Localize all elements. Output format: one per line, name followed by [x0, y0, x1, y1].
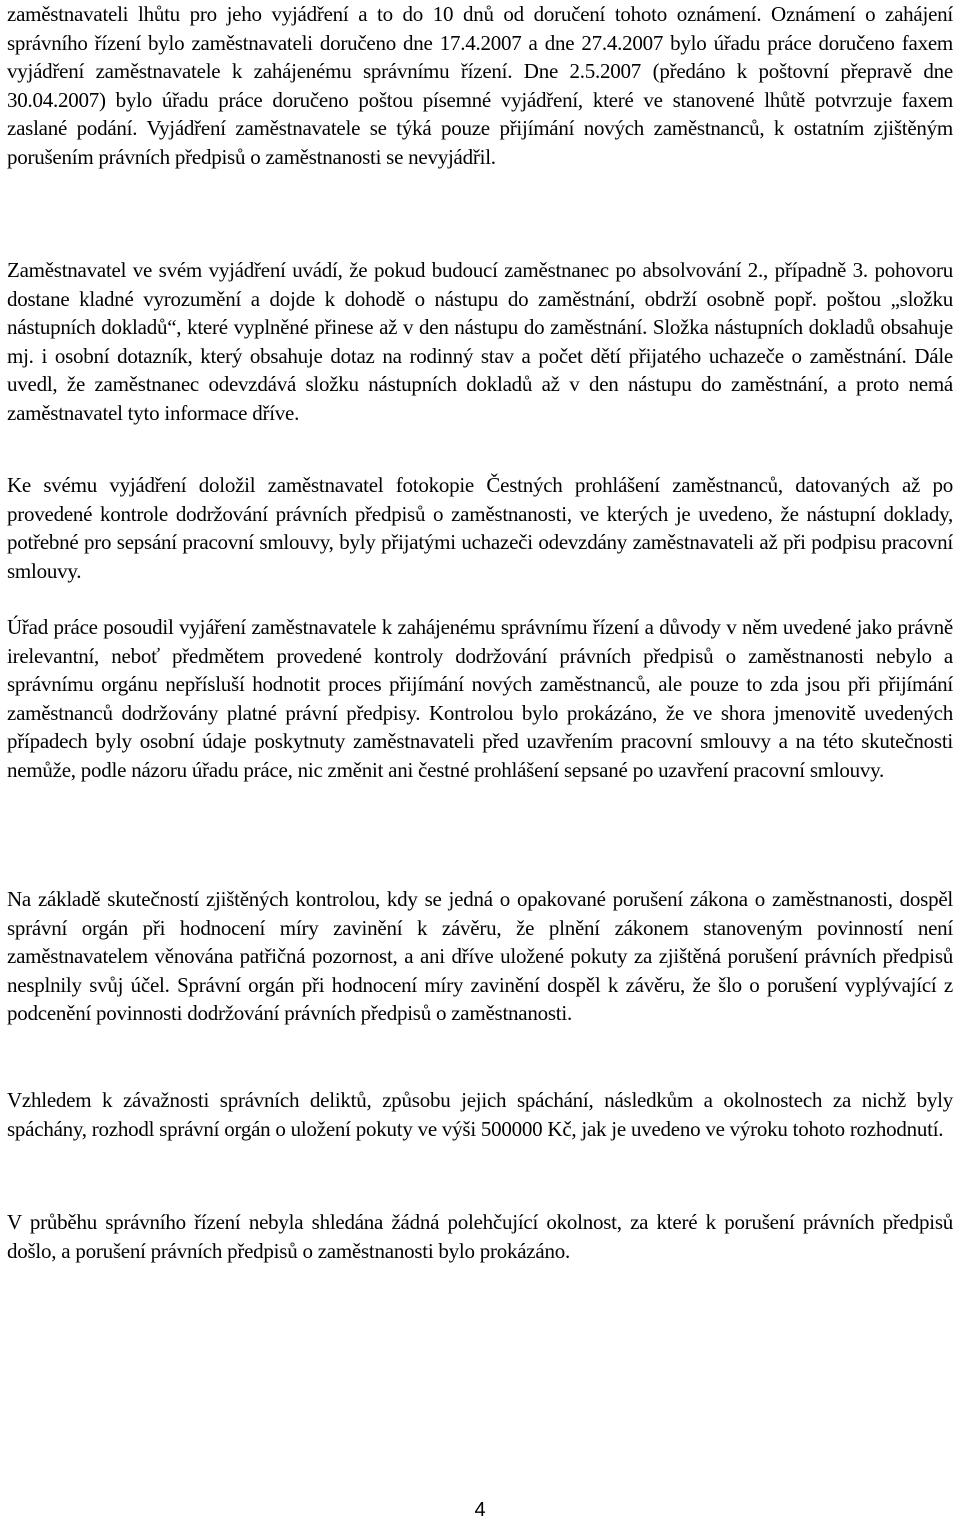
paragraph-office-assessment: Úřad práce posoudil vyjáření zaměstnavatele k zahájenému správnímu řízení a důvody v něm uvedené jako právně irelevantní, neboť předmětem provedené kontroly dodržování právních předpisů o zaměstnanosti nebylo a správnímu orgánu nepřísluší hodnotit proces přijímání nových zaměstnanců, ale pouze to zda jsou při přijímání zaměstnanců dodržovány platné právní předpisy. Kontrolou bylo prokázáno, že ve shora jmenovitě uvedených případech byly osobní údaje poskytnuty zaměstnavateli před uzavřením pracovní smlouvy a na této skutečnosti nemůže, podle názoru úřadu práce, nic změnit ani čestné prohlášení sepsané po uzavření pracovní smlouvy.	[7, 615, 953, 782]
paragraph-fine-decision: Vzhledem k závažnosti správních deliktů, způsobu jejich spáchání, následkům a okolnostech za nichž byly spáchány, rozhodl správní orgán o uložení pokuty ve výši 500000 Kč, jak je uvedeno ve výroku tohoto rozhodnutí.	[7, 1088, 953, 1141]
paragraph-response-deadline: zaměstnavateli lhůtu pro jeho vyjádření a to do 10 dnů od doručení tohoto oznámení. Oznámení o zahájení správního řízení bylo zaměstnavateli doručeno dne 17.4.2007 a dne 27.4.2007 bylo úřadu práce doručeno faxem vyjádření zaměstnavatele k zahájenému správnímu řízení. Dne 2.5.2007 (předáno k poštovní přepravě dne 30.04.2007) bylo úřadu práce doručeno poštou písemné vyjádření, které ve stanovené lhůtě potvrzuje faxem zaslané podání. Vyjádření zaměstnavatele se týká pouze přijímání nových zaměstnanců, k ostatním zjištěným porušením právních předpisů o zaměstnanosti se nevyjádřil.	[7, 2, 953, 169]
paragraph-employer-statement: Zaměstnavatel ve svém vyjádření uvádí, že pokud budoucí zaměstnanec po absolvování 2., případně 3. pohovoru dostane kladné vyrozumění a dojde k dohodě o nástupu do zaměstnání, obdrží osobně popř. poštou „složku nástupních dokladů“, které vyplněné přinese až v den nástupu do zaměstnání. Složka nástupních dokladů obsahuje mj. i osobní dotazník, který obsahuje dotaz na rodinný stav a počet dětí přijatého uchazeče o zaměstnání. Dále uvedl, že zaměstnanec odevzdává složku nástupních dokladů až v den nástupu do zaměstnání, a proto nemá zaměstnavatel tyto informace dříve.	[7, 258, 953, 425]
paragraph-honest-declarations: Ke svému vyjádření doložil zaměstnavatel fotokopie Čestných prohlášení zaměstnanců, datovaných až po provedené kontrole dodržování právních předpisů o zaměstnanosti, ve kterých je uvedeno, že nástupní doklady, potřebné pro sepsání pracovní smlouvy, byly přijatými uchazeči odevzdány zaměstnavateli až při podpisu pracovní smlouvy.	[7, 473, 953, 583]
paragraph-culpability: Na základě skutečností zjištěných kontrolou, kdy se jedná o opakované porušení zákona o zaměstnanosti, dospěl správní orgán při hodnocení míry zavinění k závěru, že plnění zákonem stanoveným povinností není zaměstnavatelem věnována patřičná pozornost, a ani dříve uložené pokuty za zjištěná porušení právních předpisů nesplnily svůj účel. Správní orgán při hodnocení míry zavinění dospěl k závěru, že šlo o porušení vyplývající z podcenění povinnosti dodržování právních předpisů o zaměstnanosti.	[7, 887, 953, 1026]
page-number: 4	[474, 1499, 486, 1521]
paragraph-mitigating-circumstances: V průběhu správního řízení nebyla shledána žádná polehčující okolnost, za které k porušení právních předpisů došlo, a porušení právních předpisů o zaměstnanosti bylo prokázáno.	[7, 1210, 953, 1263]
